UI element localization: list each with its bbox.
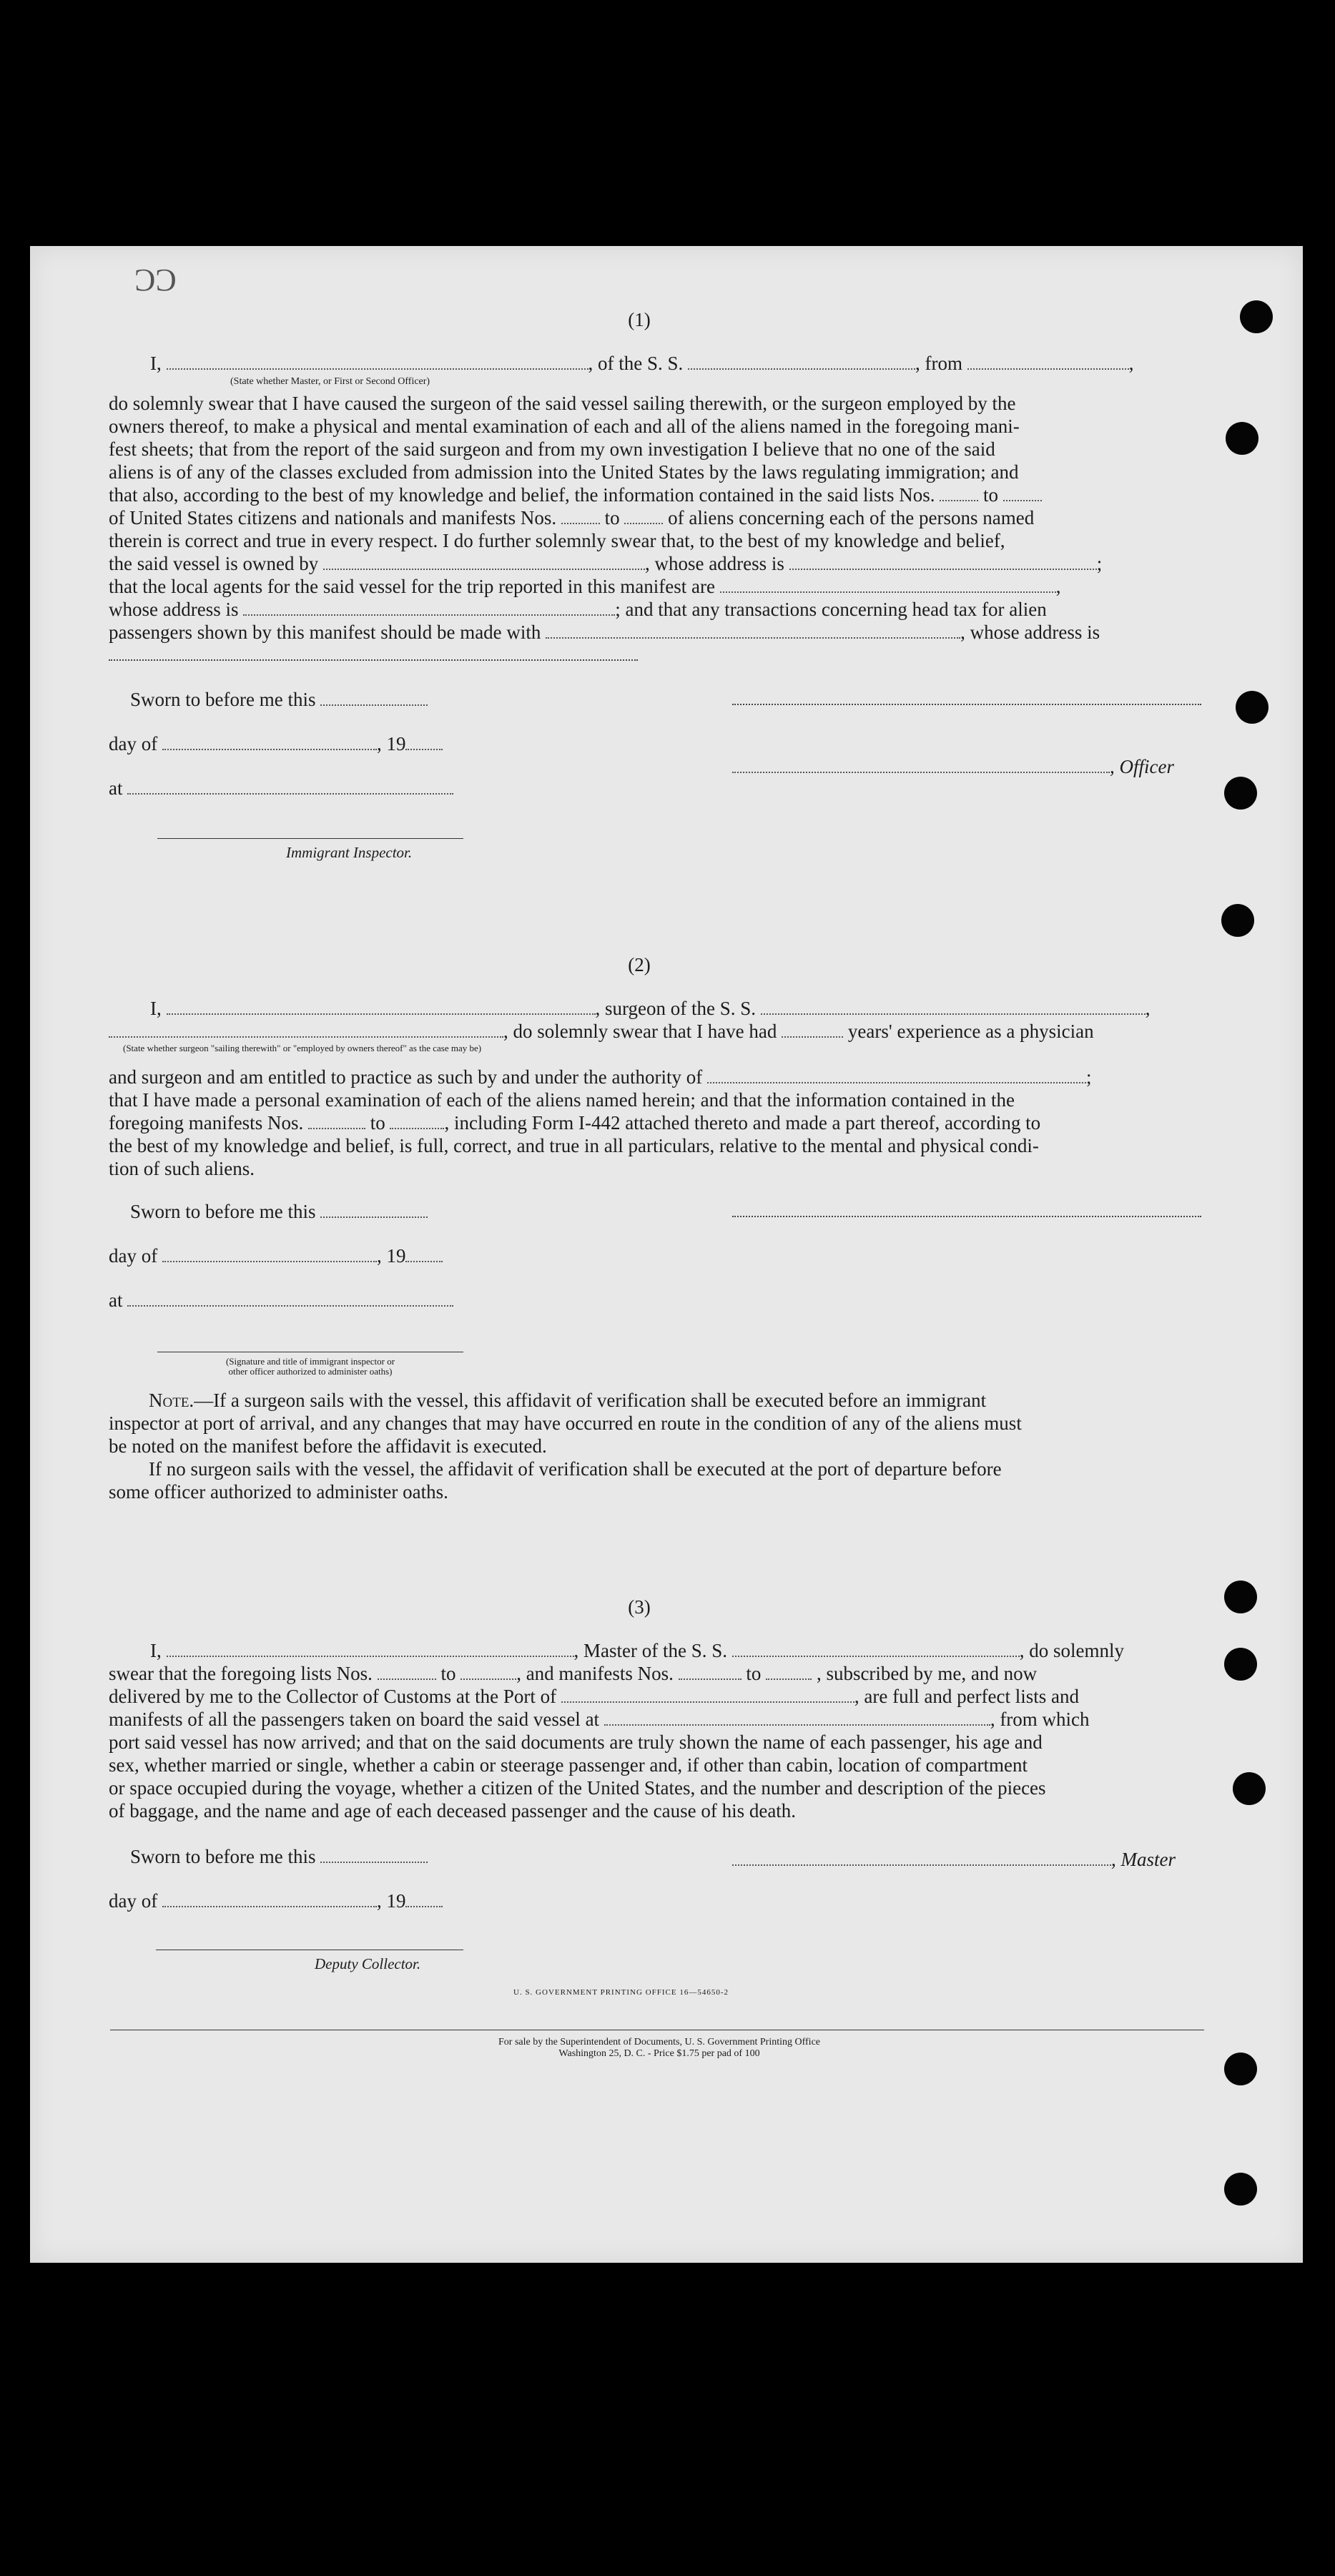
section-1-number: (1) xyxy=(628,309,651,330)
section-3-master xyxy=(732,1848,1176,1871)
section-3-line-1 xyxy=(150,1639,1124,1662)
signature-hint-2: other officer authorized to administer oaths) xyxy=(228,1366,393,1377)
text: , whose address is xyxy=(644,553,784,574)
blank-surgeon-status[interactable] xyxy=(109,1021,503,1038)
blank-surgeon-name[interactable] xyxy=(167,998,596,1015)
text: at xyxy=(109,777,123,799)
text: , do solemnly swear that I have had xyxy=(503,1021,777,1042)
text: , xyxy=(1055,576,1061,597)
blank-manifest-from[interactable] xyxy=(561,507,600,524)
gpo-imprint: U. S. GOVERNMENT PRINTING OFFICE 16—54650-2 xyxy=(513,1988,729,1997)
text: , including Form I-442 attached thereto and made a part thereof, according to xyxy=(444,1112,1041,1134)
text: , xyxy=(1128,353,1134,374)
text: , xyxy=(1145,998,1151,1019)
text: , 19 xyxy=(376,1890,406,1912)
text: swear that the foregoing lists Nos. xyxy=(109,1663,373,1684)
blank-day[interactable] xyxy=(162,733,377,750)
punch-hole xyxy=(1226,422,1258,455)
signature-hint-1: (Signature and title of immigrant inspector or xyxy=(225,1356,395,1367)
section-1-officer xyxy=(732,755,1174,778)
blank-signature[interactable] xyxy=(732,704,1201,705)
text: of aliens concerning each of the persons named xyxy=(668,507,1035,529)
blank-lists-from[interactable] xyxy=(940,484,978,501)
punch-hole xyxy=(1224,2173,1257,2206)
blank-head-tax-address[interactable] xyxy=(109,659,638,661)
text-line xyxy=(109,506,1204,529)
text: whose address is xyxy=(109,599,239,620)
section-2-line-1 xyxy=(150,997,1151,1020)
text-line: tion of such aliens. xyxy=(109,1158,255,1179)
text: , 19 xyxy=(376,733,406,754)
text-line: that I have made a personal examination of each of the aliens named herein; and that the information contained in the xyxy=(109,1089,1015,1111)
punch-hole xyxy=(1221,904,1254,937)
section-2-sworn xyxy=(130,1200,428,1223)
text: at xyxy=(109,1289,123,1311)
text-line xyxy=(109,621,1204,644)
text: , whose address is xyxy=(960,621,1100,643)
text: that the local agents for the said vessel for the trip reported in this manifest are xyxy=(109,576,715,597)
blank-owner[interactable] xyxy=(323,553,645,570)
blank-vessel-name[interactable] xyxy=(688,353,915,370)
blank-officer-signature[interactable] xyxy=(732,756,1110,773)
text: to xyxy=(982,484,998,506)
text: , Master of the S. S. xyxy=(573,1640,727,1661)
blank-sworn-date-2[interactable] xyxy=(320,1201,428,1218)
blank-vessel-name-2[interactable] xyxy=(761,998,1146,1015)
blank-sworn-date[interactable] xyxy=(320,689,428,706)
section-2-day xyxy=(109,1244,443,1267)
section-2-number: (2) xyxy=(628,954,651,975)
text: , are full and perfect lists and xyxy=(854,1686,1080,1707)
text: , and manifests Nos. xyxy=(516,1663,674,1684)
punch-hole xyxy=(1240,300,1273,333)
section-1-line-1 xyxy=(150,352,1134,375)
blank-at-place-2[interactable] xyxy=(127,1289,453,1307)
blank-port-of-customs[interactable] xyxy=(561,1686,854,1703)
text-line xyxy=(109,1662,1204,1685)
section-3-body xyxy=(109,1662,1204,1822)
blank-year-2[interactable] xyxy=(405,1245,443,1262)
text-line xyxy=(109,1111,1204,1134)
blank-lists-from-3[interactable] xyxy=(378,1663,436,1680)
text-line xyxy=(109,1708,1204,1731)
section-1-at xyxy=(109,777,453,800)
text: day of xyxy=(109,1890,158,1912)
section-1-sworn xyxy=(130,688,428,711)
text-line: aliens is of any of the classes excluded from admission into the United States by the laws regulating immigration; and xyxy=(109,461,1019,483)
section-3-number: (3) xyxy=(628,1596,651,1618)
text: , from xyxy=(915,353,962,374)
section-2-body xyxy=(109,1066,1204,1180)
text-line: If no surgeon sails with the vessel, the affidavit of verification shall be executed at the port of departure before xyxy=(149,1458,1002,1480)
page-mark: ƆƆ xyxy=(134,262,177,298)
text: , surgeon of the S. S. xyxy=(595,998,757,1019)
section-2-hint: (State whether surgeon "sailing therewith" or "employed by owners thereof" as the case may be) xyxy=(123,1043,482,1053)
text: , Master xyxy=(1111,1849,1176,1870)
blank-at-place[interactable] xyxy=(127,777,453,795)
text-line xyxy=(109,483,1204,506)
blank-owner-address[interactable] xyxy=(789,553,1097,570)
text: delivered by me to the Collector of Customs at the Port of xyxy=(109,1686,557,1707)
text-line: be noted on the manifest before the affidavit is executed. xyxy=(109,1435,547,1457)
text: years' experience as a physician xyxy=(847,1021,1094,1042)
blank-vessel-name-3[interactable] xyxy=(732,1640,1020,1657)
blank-head-tax-party[interactable] xyxy=(546,621,960,639)
blank-day-2[interactable] xyxy=(162,1245,377,1262)
blank-manifests-to-3[interactable] xyxy=(766,1663,812,1680)
text-line xyxy=(109,1389,1204,1412)
text-line: sex, whether married or single, whether a cabin or steerage passenger and, if other than cabin, location of compartment xyxy=(109,1754,1028,1776)
text: manifests of all the passengers taken on board the said vessel at xyxy=(109,1709,600,1730)
text-line xyxy=(109,1685,1204,1708)
section-1-hint: (State whether Master, or First or Second Officer) xyxy=(230,376,430,387)
text-line xyxy=(109,552,1204,575)
text: day of xyxy=(109,733,158,754)
text: to xyxy=(440,1663,456,1684)
punch-hole xyxy=(1224,777,1257,810)
text-line: inspector at port of arrival, and any changes that may have occurred en route in the condition of any of the aliens must xyxy=(109,1412,1022,1434)
blank-master-name[interactable] xyxy=(167,1640,574,1657)
blank-authority[interactable] xyxy=(707,1066,1086,1083)
sale-notice-2: Washington 25, D. C. - Price $1.75 per pad of 100 xyxy=(558,2048,760,2059)
blank-lists-to-3[interactable] xyxy=(460,1663,516,1680)
section-2-line-2 xyxy=(109,1020,1094,1043)
text: Sworn to before me this xyxy=(130,1846,316,1867)
section-3-sworn xyxy=(130,1845,428,1868)
section-1-body xyxy=(109,392,1204,644)
text: —If a surgeon sails with the vessel, this affidavit of verification shall be executed before an immigrant xyxy=(194,1390,987,1411)
section-1-day xyxy=(109,732,443,755)
text-line: therein is correct and true in every respect. I do further solemnly swear that, to the best of my knowledge and belief, xyxy=(109,530,1005,551)
surgeon-note xyxy=(109,1389,1204,1503)
blank-surgeon-signature[interactable] xyxy=(732,1216,1201,1217)
text: I, xyxy=(150,353,162,374)
text: the said vessel is owned by xyxy=(109,553,319,574)
text: to xyxy=(370,1112,385,1134)
text-line: or space occupied during the voyage, whether a citizen of the United States, and the number and description of the pieces xyxy=(109,1777,1046,1799)
text: ; xyxy=(1096,553,1103,574)
text: to xyxy=(604,507,620,529)
blank-manifests-from[interactable] xyxy=(308,1112,365,1129)
text: foregoing manifests Nos. xyxy=(109,1112,304,1134)
text-line: do solemnly swear that I have caused the surgeon of the said vessel sailing therewith, or the surgeon employed by the xyxy=(109,393,1016,414)
form-page xyxy=(30,246,1303,2263)
punch-hole xyxy=(1236,691,1269,724)
text: of United States citizens and nationals and manifests Nos. xyxy=(109,507,557,529)
blank-sworn-date-3[interactable] xyxy=(320,1846,428,1863)
immigrant-inspector-label: Immigrant Inspector. xyxy=(286,844,413,861)
inspector-signature-line[interactable] xyxy=(157,838,463,839)
blank-officer-name[interactable] xyxy=(167,353,588,370)
text-line: of baggage, and the name and age of each deceased passenger and the cause of his death. xyxy=(109,1800,797,1822)
note-label: Note. xyxy=(149,1390,194,1411)
section-3-day xyxy=(109,1889,443,1912)
text-line: port said vessel has now arrived; and that on the said documents are truly shown the name of each passenger, his age and xyxy=(109,1731,1043,1753)
section-2-at xyxy=(109,1289,453,1312)
blank-boarding-port[interactable] xyxy=(604,1709,990,1726)
deputy-collector-label: Deputy Collector. xyxy=(315,1955,421,1972)
text: , subscribed by me, and now xyxy=(816,1663,1038,1684)
text: , Officer xyxy=(1110,756,1174,777)
text: , of the S. S. xyxy=(588,353,684,374)
text: and surgeon and am entitled to practice as such by and under the authority of xyxy=(109,1066,703,1088)
blank-day-3[interactable] xyxy=(162,1890,377,1907)
blank-lists-to[interactable] xyxy=(1003,484,1042,501)
blank-local-agents[interactable] xyxy=(720,576,1056,593)
text: , do solemnly xyxy=(1019,1640,1124,1661)
blank-manifests-from-3[interactable] xyxy=(679,1663,742,1680)
blank-master-signature[interactable] xyxy=(732,1849,1111,1866)
punch-hole xyxy=(1224,1580,1257,1613)
text: , 19 xyxy=(376,1245,406,1267)
text: ; xyxy=(1086,1066,1092,1088)
text: Sworn to before me this xyxy=(130,689,316,710)
sale-notice-1: For sale by the Superintendent of Documents, U. S. Government Printing Office xyxy=(498,2037,820,2047)
text: I, xyxy=(150,1640,162,1661)
text-line xyxy=(109,575,1204,598)
text-line: some officer authorized to administer oaths. xyxy=(109,1481,448,1503)
text: I, xyxy=(150,998,162,1019)
text: Sworn to before me this xyxy=(130,1201,316,1222)
punch-hole xyxy=(1224,1648,1257,1681)
text: to xyxy=(746,1663,762,1684)
text: that also, according to the best of my knowledge and belief, the information contained in the said lists Nos. xyxy=(109,484,935,506)
text-line xyxy=(109,598,1204,621)
blank-year-3[interactable] xyxy=(405,1890,443,1907)
text-line: owners thereof, to make a physical and mental examination of each and all of the aliens named in the foregoing mani- xyxy=(109,416,1020,437)
blank-manifest-to[interactable] xyxy=(624,507,663,524)
blank-years-experience[interactable] xyxy=(782,1021,843,1038)
text-line xyxy=(109,1066,1204,1088)
punch-hole xyxy=(1233,1772,1266,1805)
blank-year[interactable] xyxy=(405,733,443,750)
blank-manifests-to[interactable] xyxy=(390,1112,444,1129)
punch-hole xyxy=(1224,2053,1257,2085)
text: passengers shown by this manifest should be made with xyxy=(109,621,541,643)
blank-from-port[interactable] xyxy=(967,353,1129,370)
text: day of xyxy=(109,1245,158,1267)
text-line: fest sheets; that from the report of the said surgeon and from my own investigation I believe that no one of the said xyxy=(109,438,995,460)
text-line: the best of my knowledge and belief, is full, correct, and true in all particulars, relative to the mental and physical condi- xyxy=(109,1135,1039,1156)
blank-agents-address[interactable] xyxy=(243,599,615,616)
text: , from which xyxy=(990,1709,1090,1730)
text: ; and that any transactions concerning head tax for alien xyxy=(615,599,1047,620)
